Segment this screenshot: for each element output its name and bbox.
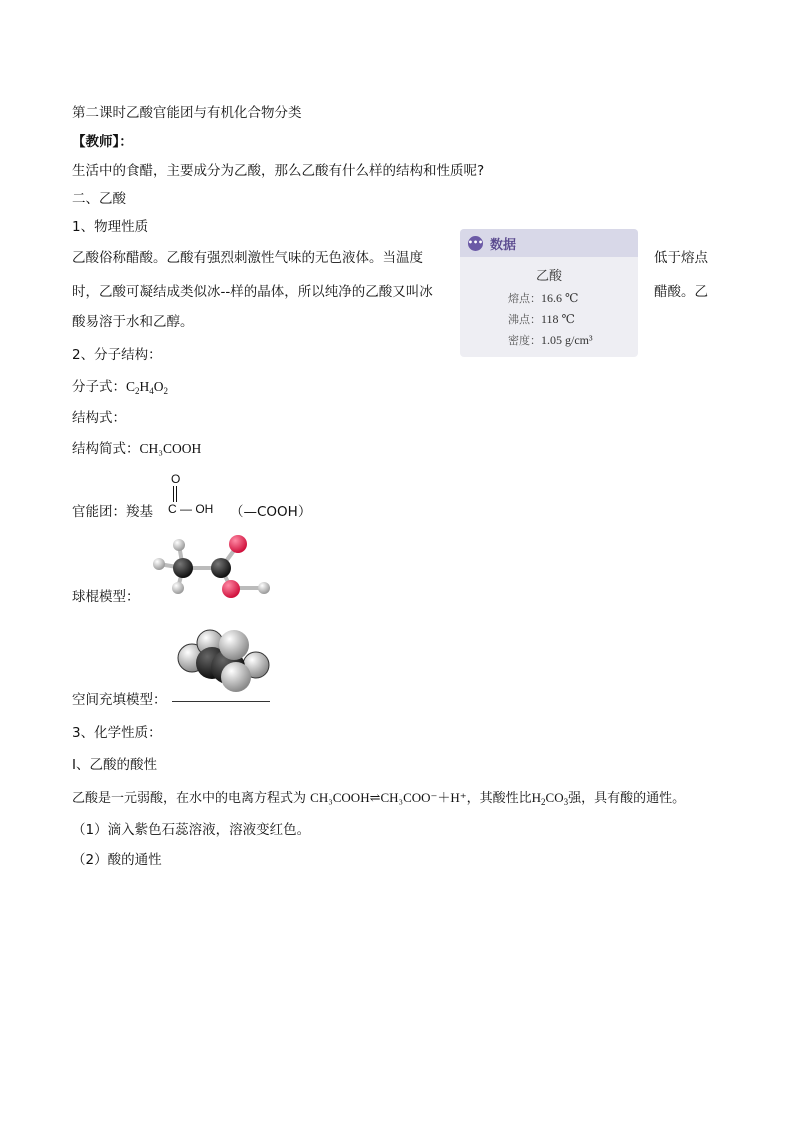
simple-formula-value: CH₃COOH	[139, 441, 202, 456]
chat-bubble-icon: •••	[468, 236, 483, 251]
hydrogen-atom	[258, 582, 270, 594]
hydrogen-atom	[172, 582, 184, 594]
melting-label: 熔点：	[508, 292, 541, 305]
molecular-formula	[72, 378, 168, 396]
intro-text: 生活中的食醋，主要成分为乙酸，那么乙酸有什么样的结构和性质呢?	[72, 163, 485, 179]
carboxyl-main: C — OH	[168, 502, 214, 516]
subheading-physical: 1、物理性质	[72, 219, 149, 235]
subheading-chemical: 3、化学性质：	[72, 725, 162, 741]
data-box	[460, 229, 638, 357]
physical-text-line2-end: 醋酸。乙	[654, 284, 708, 300]
physical-text-line1: 乙酸俗称醋酸。乙酸有强烈刺激性气味的无色液体。当温度	[72, 250, 423, 266]
blank-underline	[172, 701, 270, 702]
boiling-value: 118 ℃	[541, 312, 575, 326]
double-bond	[173, 486, 177, 502]
space-filling-label: 空间充填模型：	[72, 692, 167, 708]
boiling-label: 沸点：	[508, 313, 541, 326]
acidity-heading: I、乙酸的酸性	[72, 757, 157, 773]
physical-text-line3: 酸易溶于水和乙醇。	[72, 314, 194, 330]
density-value: 1.05 g/cm³	[541, 333, 593, 347]
functional-group-condensed: （—COOH）	[230, 504, 312, 520]
acidity-text-end: 强，具有酸的通性。	[568, 791, 686, 806]
data-box-header	[460, 229, 638, 257]
carbon-atom	[211, 558, 231, 578]
oxygen-atom	[222, 580, 240, 598]
molecular-formula-value: $C_2H_4O_2$	[126, 379, 169, 396]
teacher-label: 【教师】：	[72, 134, 133, 150]
acidity-text-start: 乙酸是一元弱酸，在水中的电离方程式为	[72, 791, 307, 806]
list-item-acid-properties: （2）酸的通性	[72, 852, 162, 868]
list-item-litmus: （1）滴入紫色石蕊溶液，溶液变红色。	[72, 822, 311, 838]
compound-name: 乙酸	[535, 269, 562, 284]
oxygen-atom	[221, 662, 251, 692]
subheading-structure: 2、分子结构：	[72, 347, 162, 363]
data-box-title: 数据	[490, 237, 517, 253]
simple-formula	[72, 440, 201, 458]
carbon-atom	[173, 558, 193, 578]
density-label: 密度：	[508, 334, 541, 347]
acidity-text	[72, 789, 685, 808]
ball-and-stick-model	[145, 530, 285, 602]
hydrogen-atom	[173, 539, 185, 551]
functional-group-label: 官能团：羧基	[72, 504, 153, 520]
space-filling-model	[172, 625, 272, 697]
oxygen-atom	[219, 630, 249, 660]
carbonyl-oxygen: O	[171, 472, 181, 486]
carbonic-acid-formula: $H_2CO_3$	[531, 790, 569, 807]
simple-formula-label: 结构简式：	[72, 441, 140, 457]
boiling-point-row	[460, 309, 638, 330]
physical-text-line2: 时，乙酸可凝结成类似冰--样的晶体，所以纯净的乙酸又叫冰	[72, 284, 433, 300]
physical-text-line1-end: 低于熔点	[654, 250, 708, 266]
carboxyl-structure	[168, 472, 228, 516]
oxygen-atom	[229, 535, 247, 553]
melting-point-row	[460, 288, 638, 309]
melting-value: 16.6 ℃	[541, 291, 579, 305]
acidity-text-compare: ，其酸性比	[466, 791, 532, 806]
section-heading: 二、乙酸	[72, 191, 126, 207]
density-row	[460, 330, 638, 351]
ball-stick-label: 球棍模型：	[72, 589, 140, 605]
molecular-formula-label: 分子式：	[72, 379, 126, 395]
ionization-equation: CH₃COOH⇌CH₃COO⁻＋H⁺	[310, 790, 467, 805]
doc-title: 第二课时乙酸官能团与有机化合物分类	[72, 105, 302, 121]
hydrogen-atom	[153, 558, 165, 570]
structural-formula-label: 结构式：	[72, 410, 126, 426]
